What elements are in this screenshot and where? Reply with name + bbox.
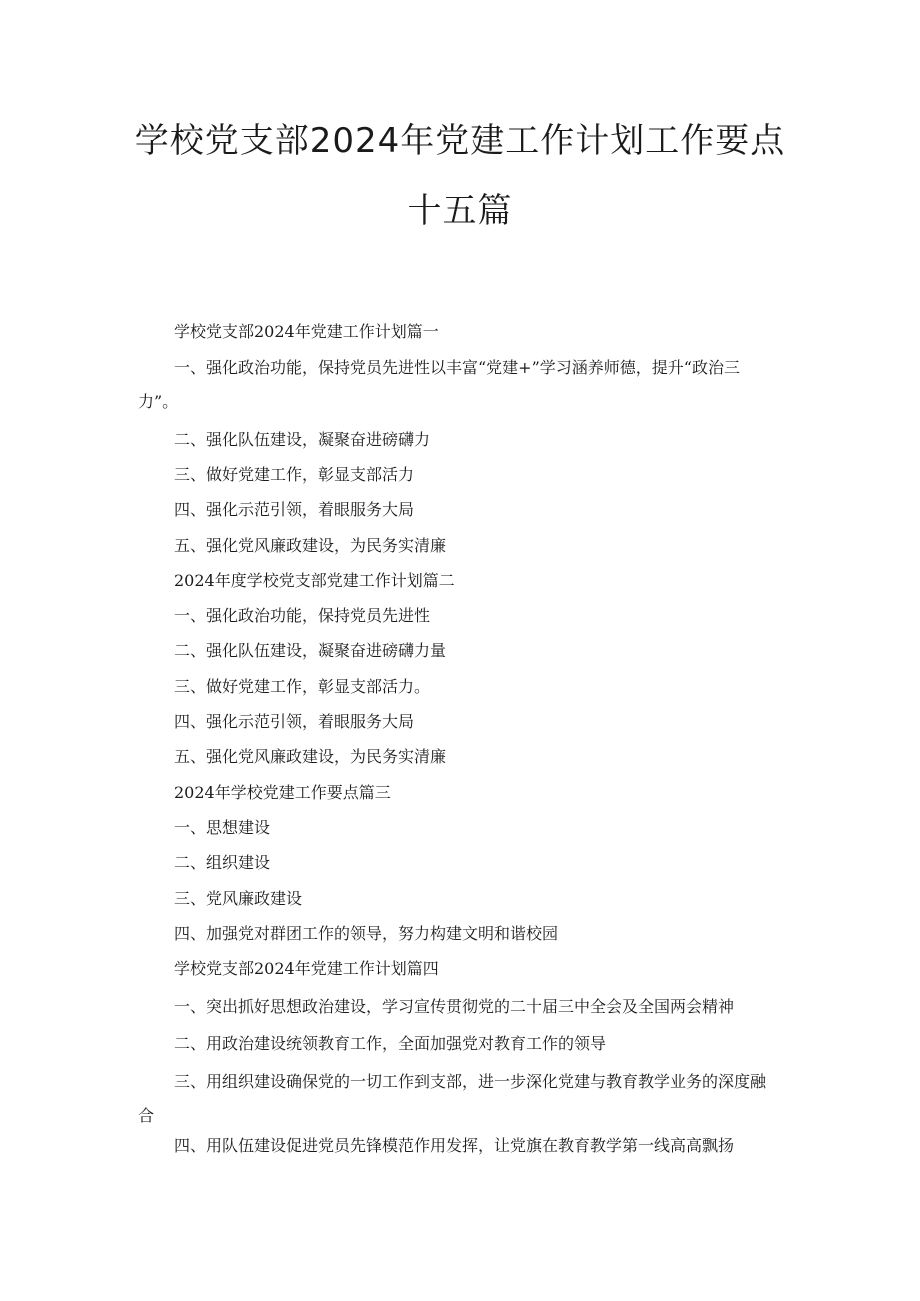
paragraph: 三、用组织建设确保党的一切工作到支部，进一步深化党建与教育教学业务的深度融合 bbox=[138, 1072, 767, 1125]
document-title-line1: 学校党支部2024年党建工作计划工作要点 bbox=[134, 121, 786, 161]
paragraph: 四、加强党对群团工作的领导，努力构建文明和谐校园 bbox=[174, 924, 559, 943]
section-heading-4: 学校党支部2024年党建工作计划篇四 bbox=[174, 959, 439, 978]
paragraph: 四、用队伍建设促进党员先锋模范作用发挥，让党旗在教育教学第一线高高飘扬 bbox=[174, 1136, 735, 1155]
paragraph: 二、强化队伍建设，凝聚奋进磅礴力量 bbox=[174, 641, 447, 660]
paragraph: 一、强化政治功能，保持党员先进性 bbox=[174, 606, 431, 625]
paragraph: 三、党风廉政建设 bbox=[174, 889, 303, 908]
paragraph: 五、强化党风廉政建设，为民务实清廉 bbox=[174, 747, 447, 766]
paragraph: 二、组织建设 bbox=[174, 853, 271, 872]
paragraph: 五、强化党风廉政建设，为民务实清廉 bbox=[174, 536, 447, 555]
document-title-line2: 十五篇 bbox=[407, 191, 513, 231]
paragraph: 四、强化示范引领，着眼服务大局 bbox=[174, 500, 415, 519]
section-heading-1: 学校党支部2024年党建工作计划篇一 bbox=[174, 322, 439, 341]
paragraph: 三、做好党建工作，彰显支部活力 bbox=[174, 465, 415, 484]
paragraph: 一、思想建设 bbox=[174, 818, 271, 837]
paragraph: 三、做好党建工作，彰显支部活力。 bbox=[174, 677, 431, 696]
section-heading-2: 2024年度学校党支部党建工作计划篇二 bbox=[174, 571, 455, 590]
paragraph: 一、强化政治功能，保持党员先进性以丰富“党建+”学习涵养师德，提升“政治三力”。 bbox=[138, 358, 740, 411]
paragraph: 四、强化示范引领，着眼服务大局 bbox=[174, 712, 415, 731]
paragraph: 二、强化队伍建设，凝聚奋进磅礴力 bbox=[174, 430, 431, 449]
section-heading-3: 2024年学校党建工作要点篇三 bbox=[174, 783, 391, 802]
paragraph: 一、突出抓好思想政治建设，学习宣传贯彻党的二十届三中全会及全国两会精神 bbox=[174, 997, 735, 1016]
paragraph: 二、用政治建设统领教育工作，全面加强党对教育工作的领导 bbox=[174, 1034, 607, 1053]
